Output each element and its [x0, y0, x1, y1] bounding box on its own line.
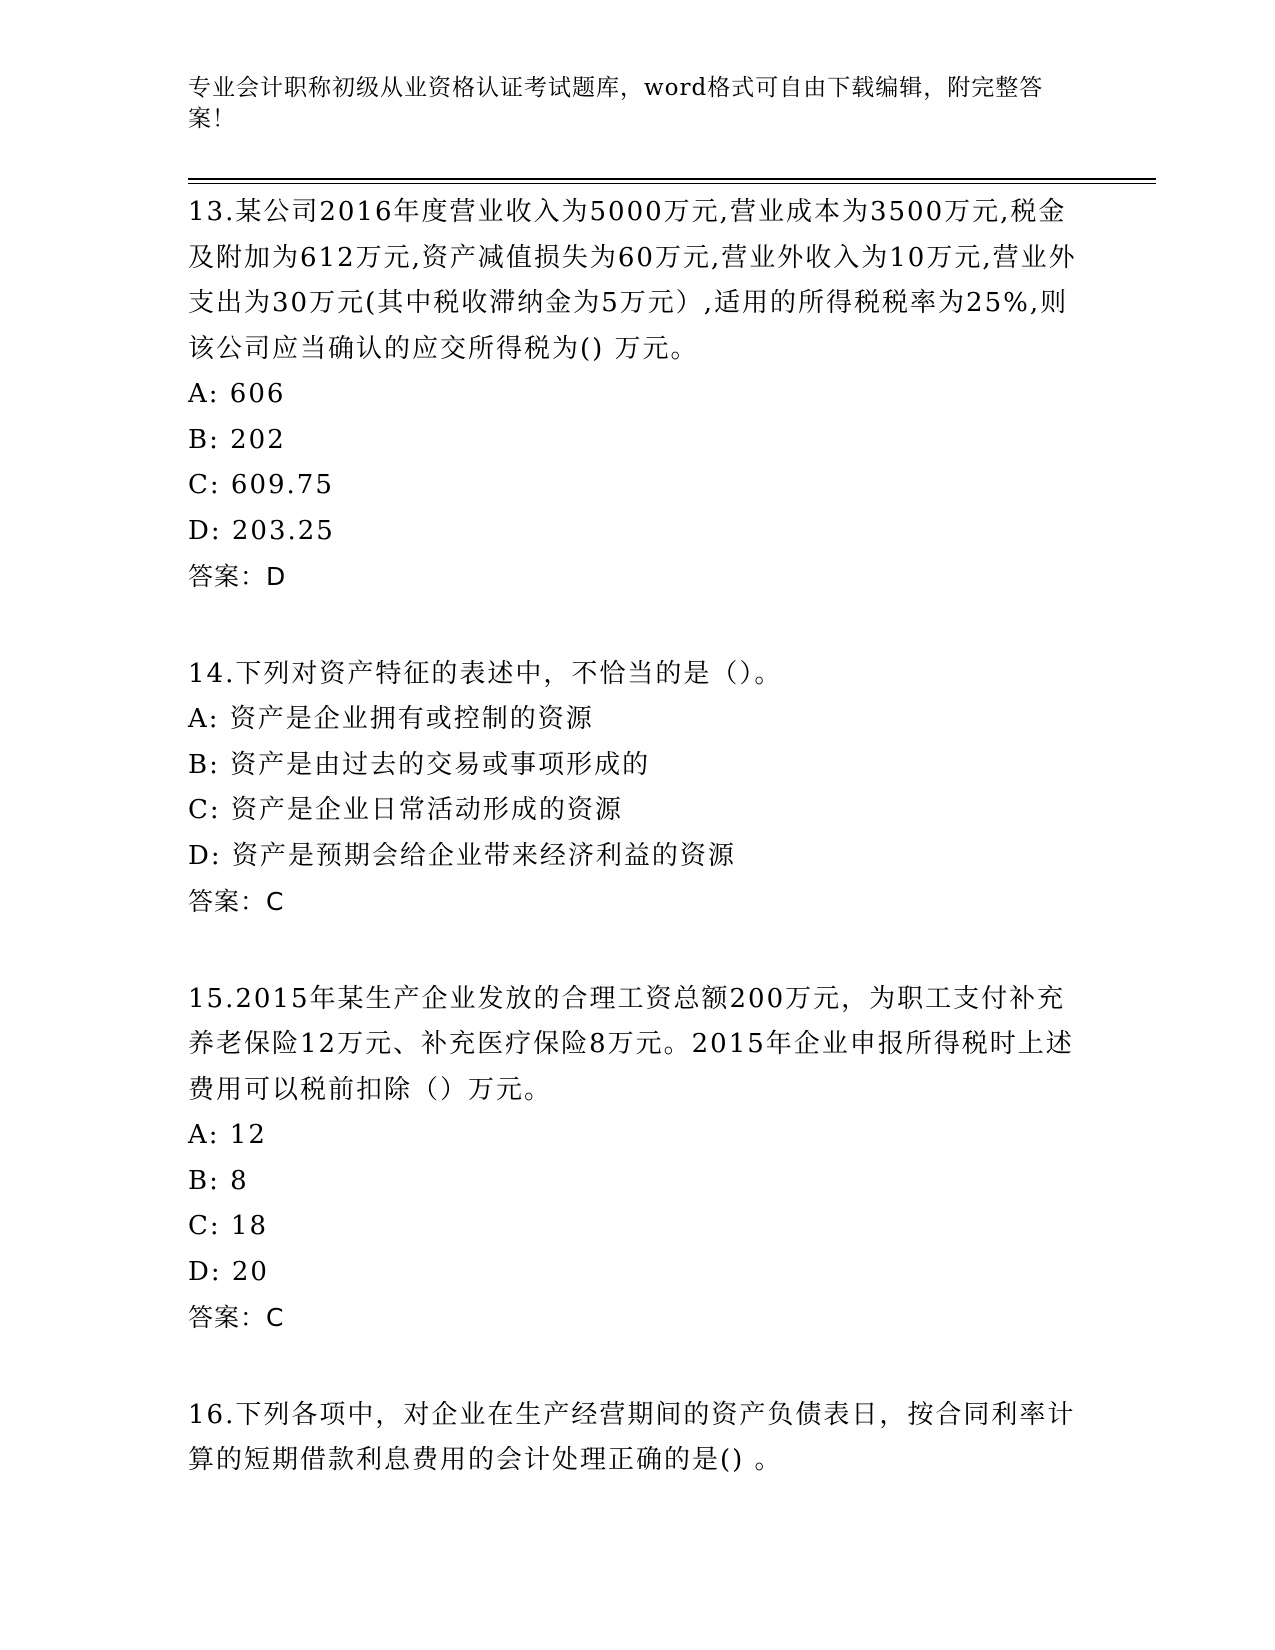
option-d: D: 资产是预期会给企业带来经济利益的资源 [188, 840, 736, 871]
header-divider-thin [188, 183, 1156, 184]
question-stem: 14.下列对资产特征的表述中，不恰当的是（）。 [188, 658, 783, 689]
answer-line: 答案：C [188, 1303, 285, 1332]
option-b: B: 资产是由过去的交易或事项形成的 [188, 749, 651, 780]
answer-line: 答案：C [188, 887, 285, 916]
question-13 [188, 190, 1088, 600]
header-divider-thick [188, 178, 1156, 180]
option-b: B: 202 [188, 424, 286, 455]
question-16 [188, 1393, 1088, 1484]
option-b: B: 8 [188, 1165, 249, 1196]
option-a: A: 12 [188, 1120, 267, 1150]
option-d: D: 203.25 [188, 515, 335, 546]
question-stem: 16.下列各项中，对企业在生产经营期间的资产负债表日，按合同利率计算的短期借款利息费用的会计处理正确的是() 。 [188, 1399, 1076, 1475]
option-a: A: 606 [188, 379, 286, 409]
question-15 [188, 977, 1088, 1341]
option-c: C: 18 [188, 1211, 269, 1241]
option-a: A: 资产是企业拥有或控制的资源 [188, 704, 594, 734]
question-list [188, 190, 1088, 1536]
option-c: C: 资产是企业日常活动形成的资源 [188, 795, 623, 825]
option-d: D: 20 [188, 1256, 269, 1287]
question-14 [188, 652, 1088, 925]
question-stem: 13.某公司2016年度营业收入为5000万元,营业成本为3500万元,税金及附加为612万元,资产减值损失为60万元,营业外收入为10万元,营业外支出为30万元(其中税收滞纳金为5万元）,适用的所得税税率为25%,则该公司应当确认的应交所得税为() 万元。 [188, 197, 1077, 364]
document-header: 专业会计职称初级从业资格认证考试题库，word格式可自由下载编辑，附完整答案！ [188, 75, 1044, 132]
answer-line: 答案：D [188, 562, 287, 591]
question-stem: 15.2015年某生产企业发放的合理工资总额200万元，为职工支付补充养老保险12万元、补充医疗保险8万元。2015年企业申报所得税时上述费用可以税前扣除（）万元。 [188, 983, 1074, 1105]
option-c: C: 609.75 [188, 470, 334, 500]
